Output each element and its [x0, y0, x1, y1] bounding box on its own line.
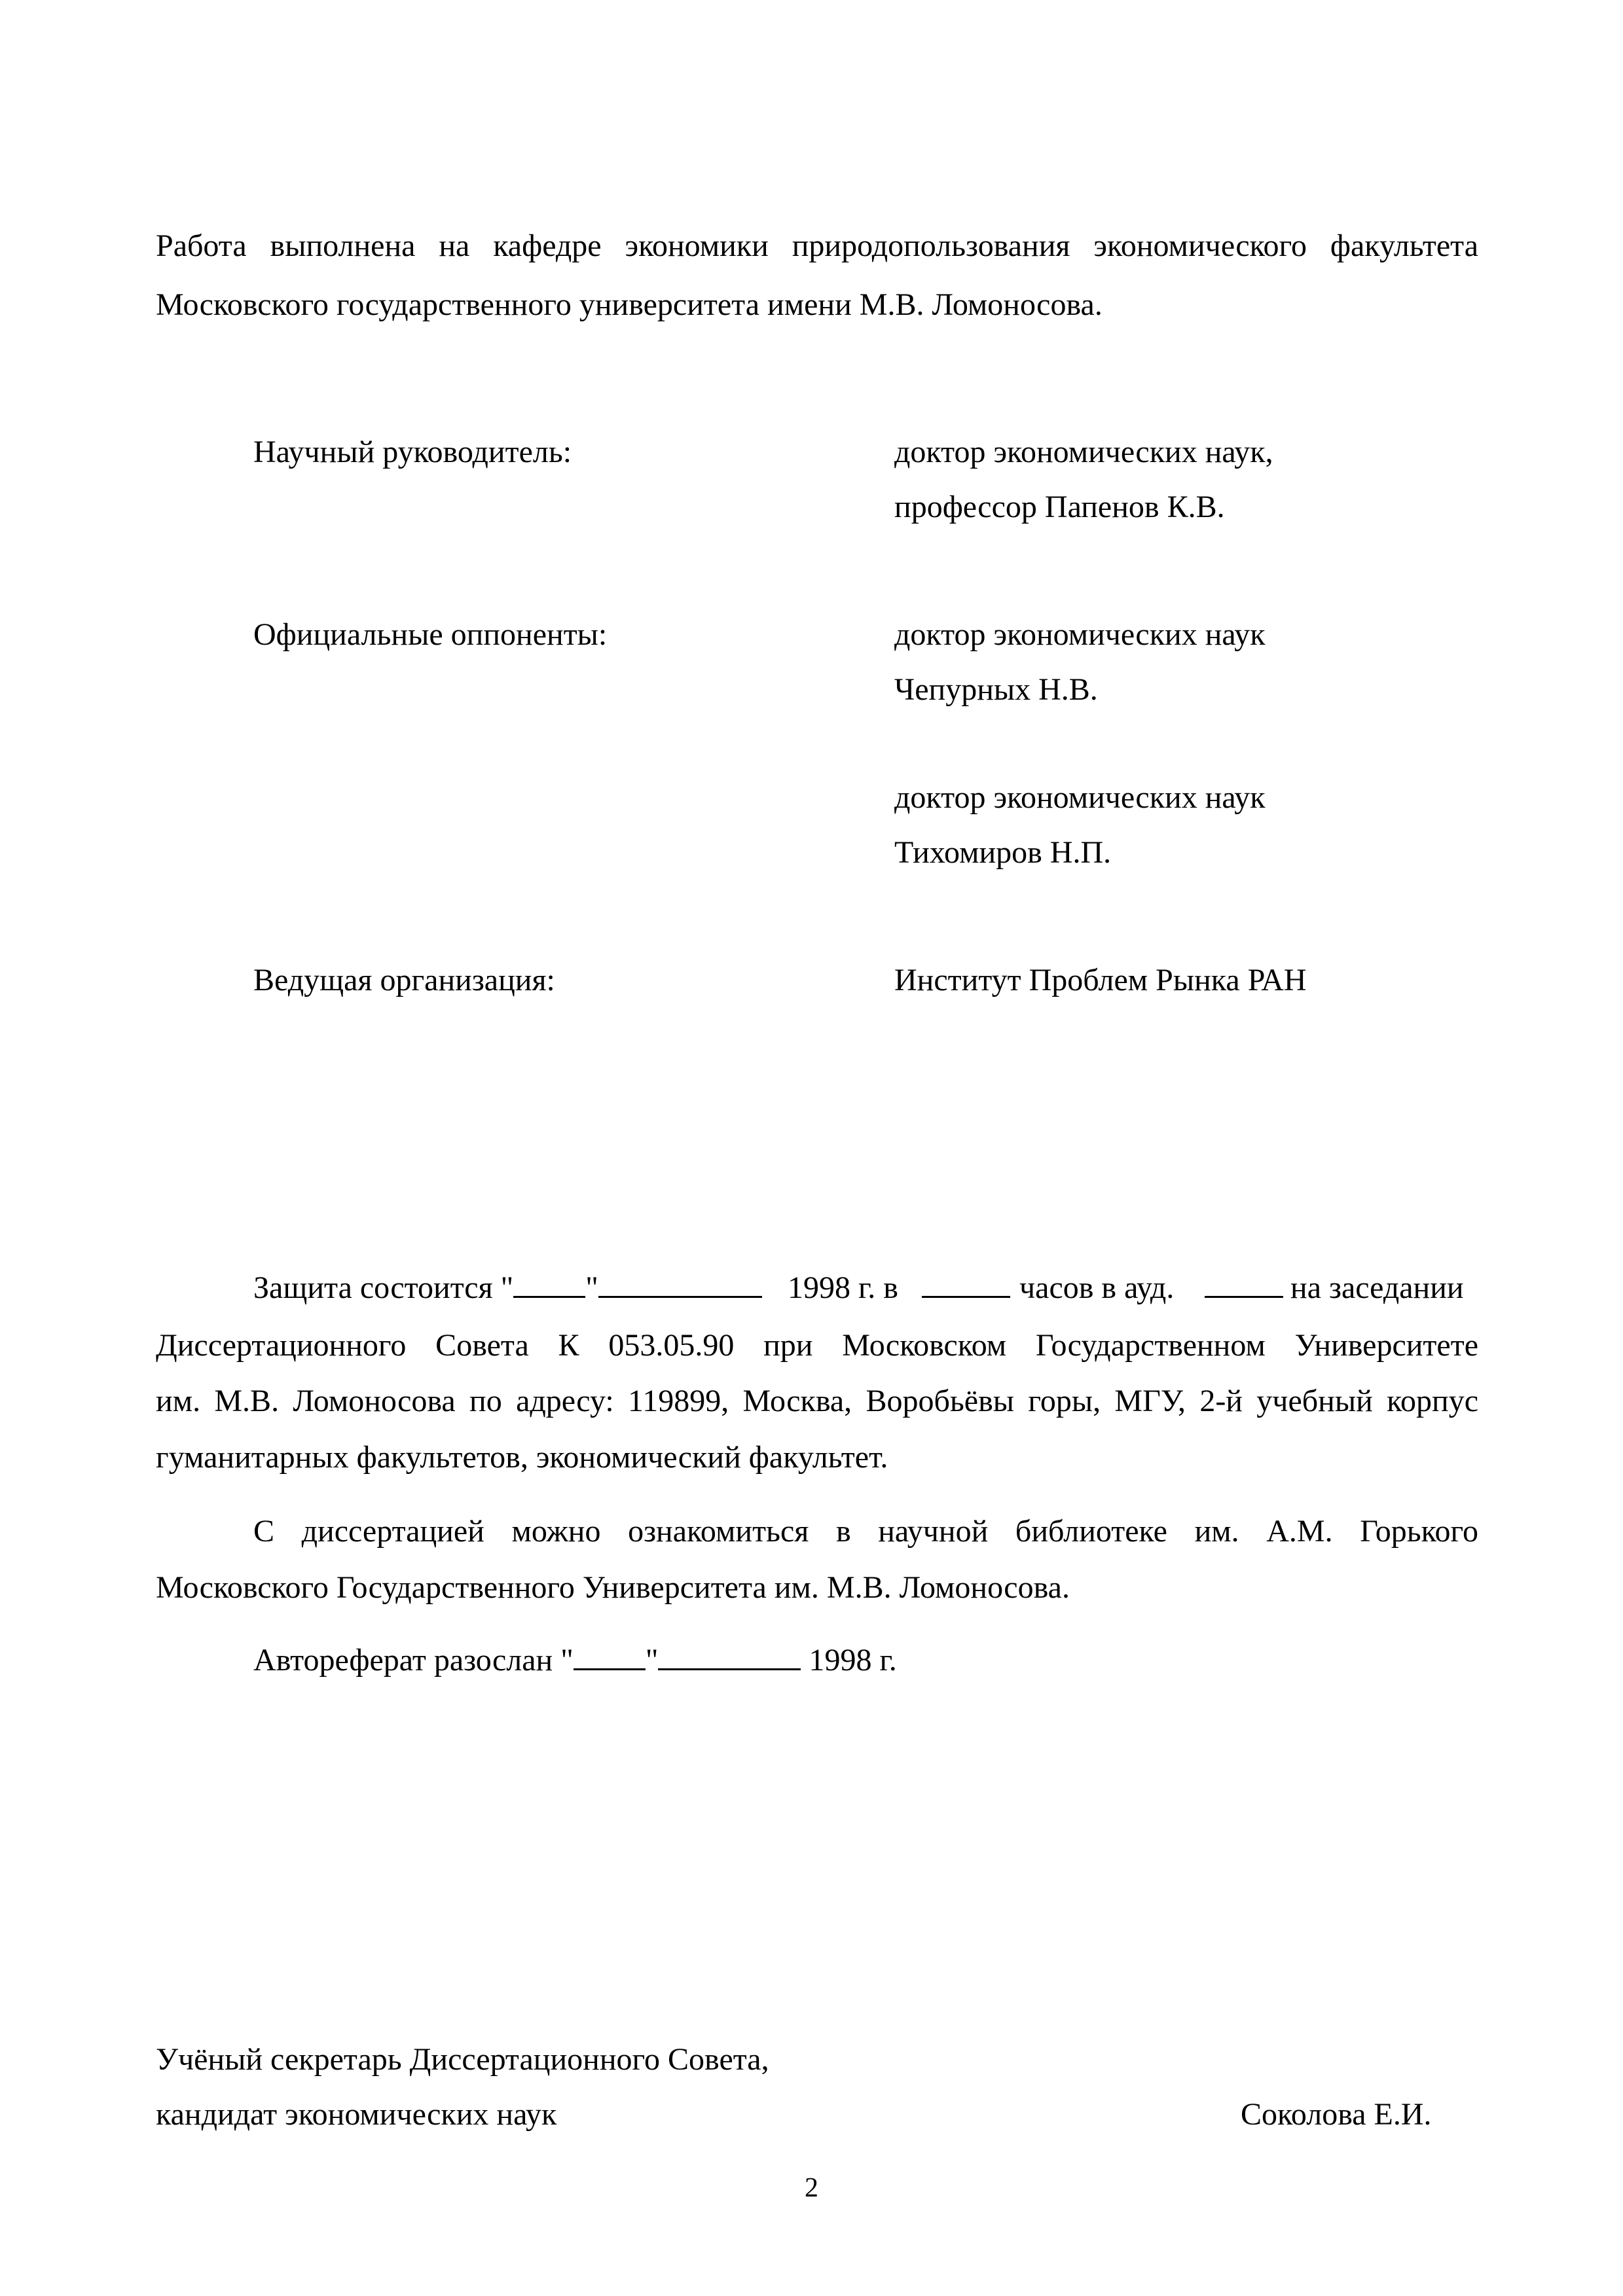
- room-blank: [1205, 1272, 1283, 1298]
- sent-month-blank: [658, 1645, 801, 1670]
- defense-line-4: гуманитарных факультетов, экономический факультет.: [156, 1440, 888, 1475]
- library-line-1: С диссертацией можно ознакомиться в научной библиотеке им. А.М. Горького: [253, 1514, 1478, 1549]
- defense-meeting: на заседании: [1290, 1270, 1464, 1305]
- defense-quote: ": [585, 1270, 598, 1305]
- opponent-2-name: Тихомиров Н.П.: [894, 835, 1112, 870]
- intro-line-2: Московского государственного университета имени М.В. Ломоносова.: [156, 287, 1103, 322]
- supervisor-name: профессор Папенов К.В.: [894, 490, 1225, 524]
- day-blank: [513, 1272, 585, 1298]
- secretary-degree: кандидат экономических наук: [156, 2097, 557, 2132]
- room-blank-wrap: [1205, 1272, 1283, 1304]
- defense-line-3: им. М.В. Ломоносова по адресу: 119899, Москва, Воробьёвы горы, МГУ, 2-й учебный корпус: [156, 1384, 1478, 1418]
- page-number: 2: [805, 2173, 818, 2203]
- defense-year: 1998 г. в: [788, 1270, 898, 1305]
- secretary-name: Соколова Е.И.: [1241, 2097, 1432, 2132]
- hours-blank: [922, 1272, 1010, 1298]
- opponents-label: Официальные оппоненты:: [253, 617, 608, 652]
- library-line-2: Московского Государственного Университета им. М.В. Ломоносова.: [156, 1570, 1070, 1605]
- intro-line-1: Работа выполнена на кафедре экономики природопользования экономического факультета: [156, 228, 1478, 263]
- opponent-1-name: Чепурных Н.В.: [894, 672, 1098, 707]
- sent-quote: ": [645, 1643, 659, 1677]
- sent-day-blank: [574, 1645, 646, 1670]
- opponent-1-degree: доктор экономических наук: [894, 617, 1266, 652]
- leading-org-label: Ведущая организация:: [253, 963, 555, 997]
- sent-year: 1998 г.: [809, 1643, 897, 1677]
- defense-hours: часов в ауд.: [1019, 1270, 1175, 1305]
- defense-line-2: Диссертационного Совета К 053.05.90 при Московском Государственном Университете: [156, 1328, 1478, 1363]
- month-blank: [598, 1272, 762, 1298]
- sent-prefix: Автореферат разослан ": [253, 1643, 574, 1677]
- hours-blank-wrap: [922, 1272, 1010, 1304]
- supervisor-label: Научный руководитель:: [253, 435, 572, 469]
- opponent-2-degree: доктор экономических наук: [894, 780, 1266, 815]
- supervisor-degree: доктор экономических наук,: [894, 435, 1273, 469]
- defense-line-1-start: [253, 1272, 762, 1304]
- leading-org-value: Институт Проблем Рынка РАН: [894, 963, 1307, 997]
- secretary-title: Учёный секретарь Диссертационного Совета,: [156, 2042, 769, 2077]
- sent-line: [253, 1645, 897, 1676]
- defense-prefix: Защита состоится ": [253, 1270, 514, 1305]
